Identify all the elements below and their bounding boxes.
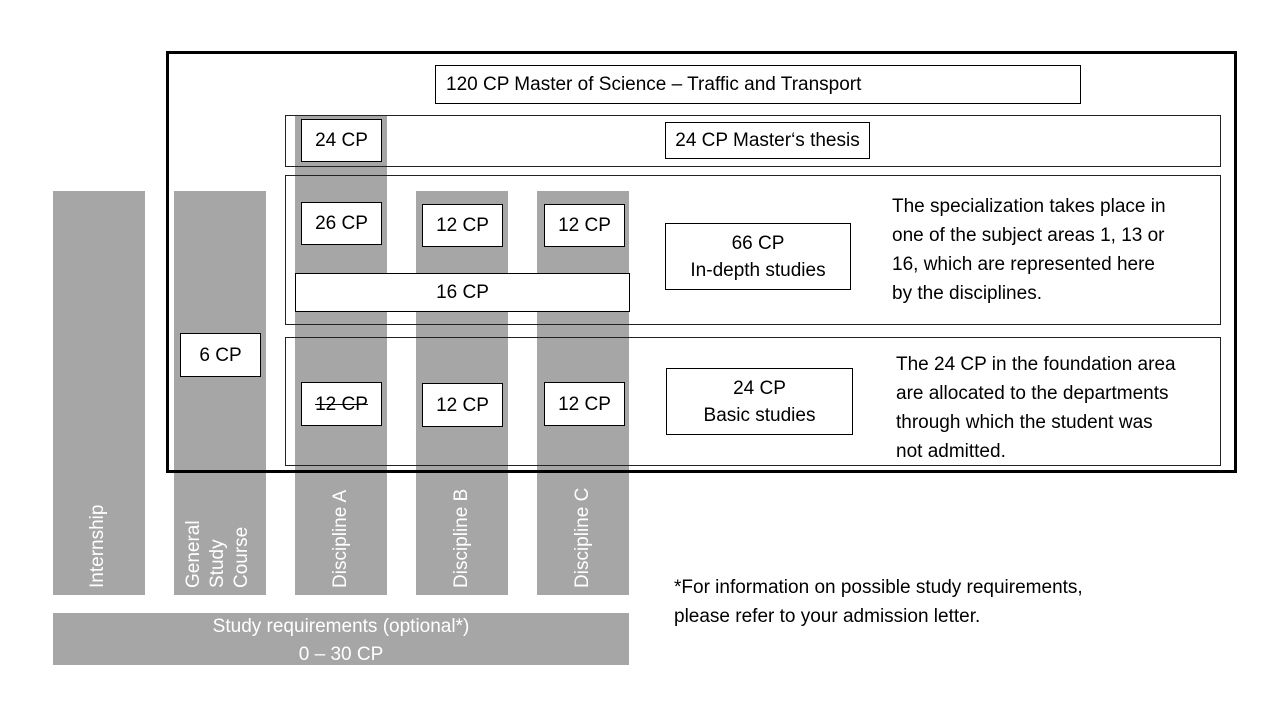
in-depth-c-box: [544, 204, 625, 247]
program-title: [435, 65, 1081, 104]
basic-c-credit: 12 CP: [558, 393, 611, 415]
general-study-label: General Study Course: [183, 520, 252, 588]
thesis-credit-box: [301, 119, 382, 162]
basic-b-box: [422, 383, 503, 427]
study-requirements-label: Study requirements (optional*): [212, 616, 470, 637]
basic-c-box: [544, 382, 625, 426]
study-requirements-range: 0 – 30 CP: [298, 644, 384, 665]
general-study-credit: 6 CP: [199, 344, 242, 366]
study-requirements-bar: [53, 613, 629, 665]
discipline-b-label: Discipline B: [451, 488, 472, 588]
in-depth-a-box: [301, 202, 382, 245]
basic-b-credit: 12 CP: [436, 394, 489, 416]
basic-a-credit-struck: 12 CP: [315, 393, 368, 415]
in-depth-total-label: In-depth studies: [690, 259, 826, 281]
in-depth-note: The specialization takes place in one of the subject areas 1, 13 or 16, which are represented here by the disciplines.: [892, 196, 1166, 304]
basic-total-box: [666, 368, 853, 435]
basic-note: The 24 CP in the foundation area are allocated to the departments through which the student was not admitted.: [896, 354, 1176, 462]
in-depth-c-credit: 12 CP: [558, 215, 611, 236]
discipline-c-label: Discipline C: [572, 487, 593, 588]
thesis-label: 24 CP Master‘s thesis: [675, 130, 860, 151]
footnote: *For information on possible study requirements, please refer to your admission letter.: [674, 577, 1083, 627]
thesis-label-box: [665, 122, 870, 159]
in-depth-total-box: [665, 223, 851, 290]
in-depth-total-credit: 66 CP: [731, 232, 785, 254]
basic-a-box: [301, 382, 382, 426]
internship-column: [53, 191, 145, 595]
basic-total-label: Basic studies: [703, 404, 816, 426]
in-depth-shared-credit: 16 CP: [436, 282, 489, 303]
program-title-text: 120 CP Master of Science – Traffic and Transport: [446, 74, 862, 95]
in-depth-a-credit: 26 CP: [315, 213, 368, 234]
discipline-a-label: Discipline A: [330, 489, 351, 588]
basic-total-credit: 24 CP: [733, 377, 786, 399]
in-depth-b-box: [422, 204, 503, 247]
general-study-credit-box: [180, 333, 261, 377]
in-depth-shared-box: [295, 273, 630, 312]
internship-label: Internship: [87, 504, 108, 588]
thesis-credit: 24 CP: [315, 130, 368, 151]
in-depth-b-credit: 12 CP: [436, 215, 489, 236]
